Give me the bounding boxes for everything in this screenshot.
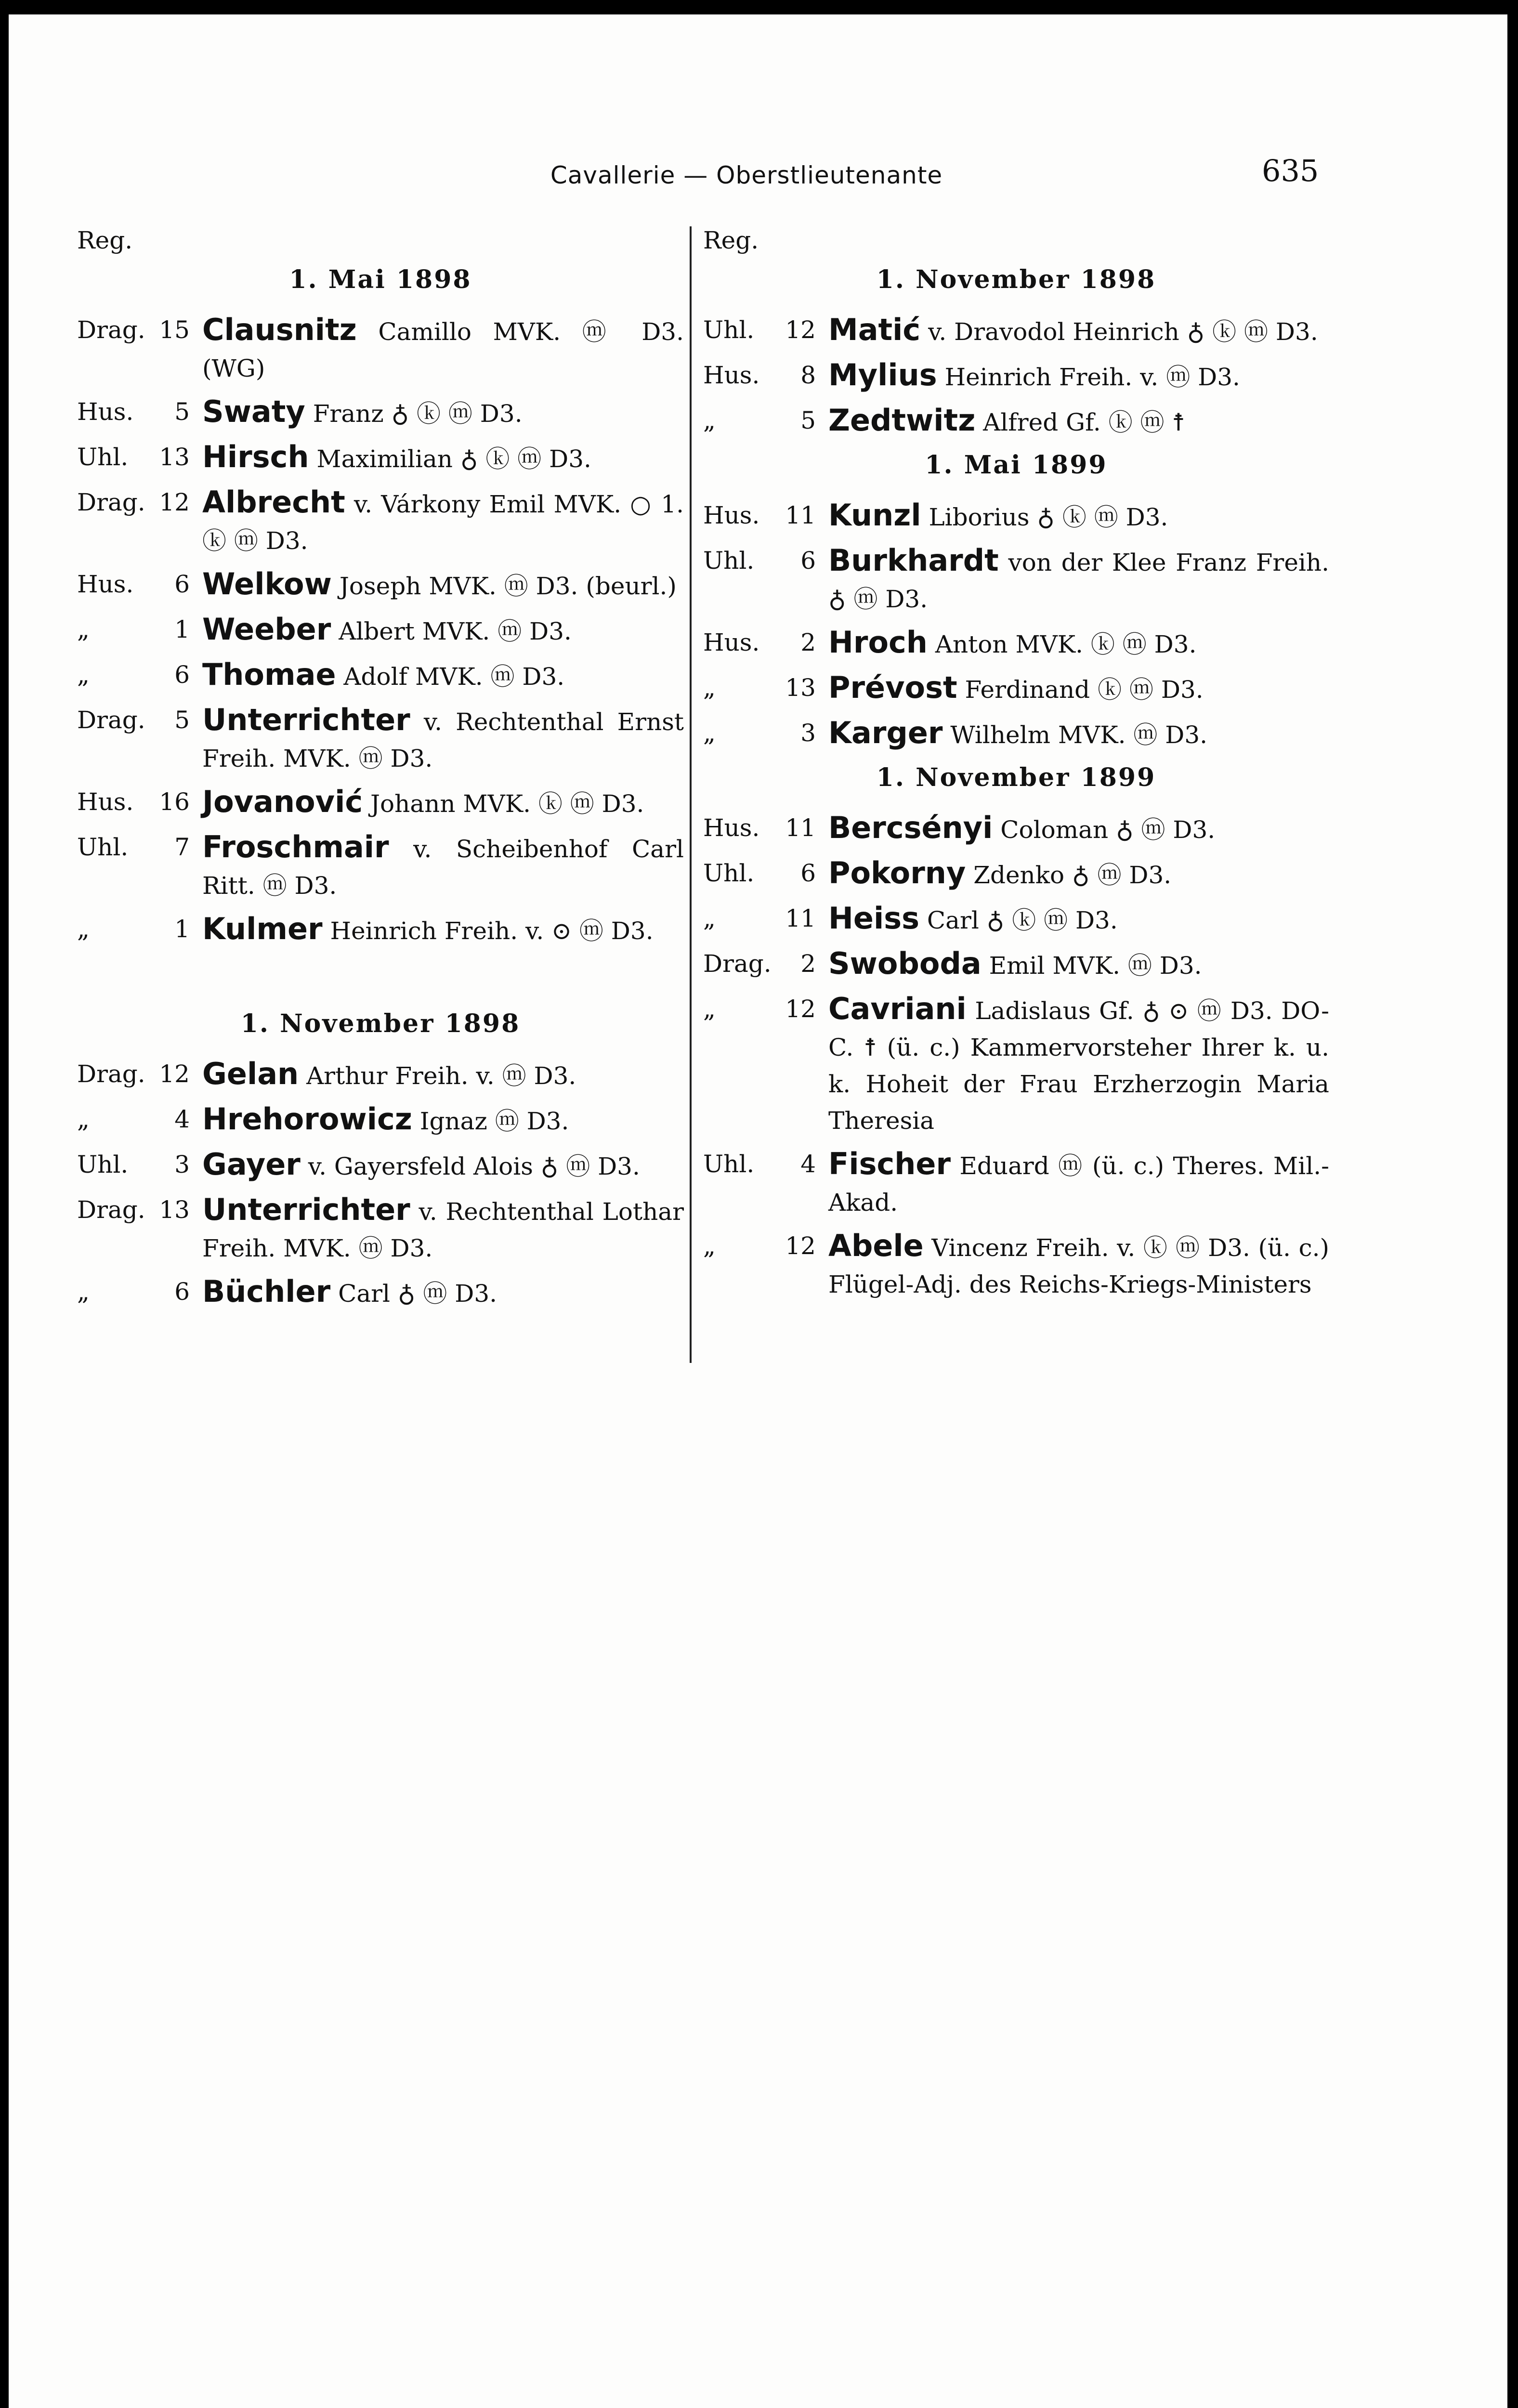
- officer-surname: Kulmer: [202, 911, 323, 946]
- list-entry: [703, 669, 1329, 708]
- officer-details: Franz ♁ ⓚ ⓜ D3.: [305, 400, 523, 428]
- column-divider: [690, 226, 692, 1363]
- officer-details: Emil MVK. ⓜ D3.: [981, 952, 1202, 980]
- officer-details: Adolf MVK. ⓜ D3.: [336, 663, 565, 691]
- officer-surname: Froschmair: [202, 829, 389, 864]
- section-title: 1. November 1898: [240, 1009, 521, 1038]
- list-entry: [703, 497, 1329, 536]
- officer-surname: Hroch: [828, 625, 928, 660]
- officer-surname: Unterrichter: [202, 702, 410, 737]
- reg-column-label: Reg.: [703, 226, 759, 254]
- officer-details: Coloman ♁ ⓜ D3.: [993, 816, 1216, 844]
- officer-entry: [202, 1101, 684, 1139]
- list-entry: [703, 900, 1329, 939]
- officer-entry: [828, 357, 1329, 395]
- regiment-type: „: [77, 1278, 90, 1306]
- officer-entry: [202, 829, 684, 904]
- regiment-type: Drag.: [77, 316, 145, 344]
- officer-entry: [828, 624, 1329, 663]
- regiment-type: Uhl.: [77, 1151, 129, 1178]
- list-entry: [703, 855, 1329, 893]
- officer-details: v. Gayersfeld Alois ♁ ⓜ D3.: [300, 1152, 640, 1180]
- regiment-type: Uhl.: [703, 859, 755, 887]
- regiment-number: 8: [800, 361, 816, 389]
- reg-column-label: Reg.: [77, 226, 133, 254]
- regiment-type: „: [703, 1232, 716, 1260]
- regiment-number: 5: [174, 398, 190, 426]
- regiment-number: 1: [174, 915, 190, 943]
- officer-details: v. Dravodol Heinrich ♁ ⓚ ⓜ D3.: [920, 318, 1318, 346]
- officer-entry: [828, 497, 1329, 536]
- regiment-type: „: [703, 719, 716, 747]
- officer-details: Joseph MVK. ⓜ D3. (beurl.): [331, 572, 677, 600]
- officer-entry: [202, 393, 684, 432]
- officer-details: Wilhelm MVK. ⓜ D3.: [942, 721, 1208, 749]
- regiment-number: 11: [785, 904, 816, 932]
- regiment-number: 5: [800, 406, 816, 434]
- regiment-type: Uhl.: [703, 1150, 755, 1178]
- regiment-type: Uhl.: [703, 316, 755, 344]
- list-entry: [703, 402, 1329, 441]
- regiment-number: 4: [800, 1150, 816, 1178]
- officer-surname: Fischer: [828, 1146, 951, 1181]
- officer-details: v. Scheibenhof Carl Ritt. ⓜ D3.: [202, 835, 684, 900]
- officer-surname: Hrehorowicz: [202, 1101, 412, 1137]
- officer-details: Ferdinand ⓚ ⓜ D3.: [957, 676, 1204, 704]
- regiment-type: Uhl.: [77, 833, 129, 861]
- officer-surname: Gayer: [202, 1147, 301, 1182]
- officer-surname: Swaty: [202, 394, 305, 429]
- list-entry: [703, 991, 1329, 1139]
- officer-details: Eduard ⓜ (ü. c.) Theres. Mil.-Akad.: [828, 1152, 1329, 1217]
- regiment-number: 13: [159, 443, 190, 471]
- list-entry: [77, 829, 684, 904]
- regiment-number: 6: [800, 547, 816, 575]
- list-entry: [77, 484, 684, 559]
- officer-details: Carl ♁ ⓜ D3.: [330, 1280, 497, 1308]
- regiment-number: 13: [785, 674, 816, 702]
- officer-entry: [828, 945, 1329, 984]
- officer-details: Heinrich Freih. v. ⊙ ⓜ D3.: [322, 917, 654, 945]
- officer-details: Maximilian ♁ ⓚ ⓜ D3.: [309, 445, 591, 473]
- officer-entry: [202, 566, 684, 604]
- officer-details: v. Rechtenthal Ernst Freih. MVK. ⓜ D3.: [202, 708, 684, 772]
- officer-surname: Karger: [828, 715, 943, 750]
- regiment-number: 7: [174, 833, 190, 861]
- regiment-number: 13: [159, 1196, 190, 1224]
- list-entry: [703, 542, 1329, 617]
- regiment-number: 6: [174, 1278, 190, 1306]
- list-entry: [77, 1191, 684, 1267]
- officer-surname: Unterrichter: [202, 1192, 410, 1227]
- list-entry: [703, 945, 1329, 984]
- regiment-type: „: [703, 904, 716, 932]
- officer-entry: [202, 784, 684, 822]
- list-entry: [77, 1146, 684, 1185]
- regiment-number: 12: [785, 1232, 816, 1260]
- running-head: Cavallerie — Oberstlieutenante: [550, 161, 943, 189]
- regiment-number: 4: [174, 1105, 190, 1133]
- regiment-type: Hus.: [77, 570, 134, 598]
- list-entry: [77, 312, 684, 387]
- section-title: 1. Mai 1899: [925, 450, 1108, 480]
- left-column: [77, 226, 684, 1319]
- officer-entry: [828, 669, 1329, 708]
- regiment-type: „: [77, 661, 90, 689]
- officer-surname: Mylius: [828, 357, 937, 393]
- list-entry: [703, 624, 1329, 663]
- section-title: 1. November 1898: [876, 265, 1156, 294]
- regiment-type: Drag.: [77, 1060, 145, 1088]
- officer-surname: Büchler: [202, 1274, 331, 1309]
- regiment-type: „: [703, 674, 716, 702]
- officer-entry: [828, 991, 1329, 1139]
- list-entry: [77, 393, 684, 432]
- officer-details: Carl ♁ ⓚ ⓜ D3.: [919, 906, 1118, 934]
- regiment-type: Hus.: [703, 628, 760, 656]
- officer-surname: Thomae: [202, 657, 336, 692]
- officer-entry: [828, 1146, 1329, 1221]
- officer-surname: Clausnitz: [202, 312, 357, 347]
- officer-details: Camillo MVK. ⓜ D3. (WG): [202, 318, 684, 382]
- officer-entry: [828, 542, 1329, 617]
- section-spacer: [77, 956, 684, 999]
- officer-surname: Cavriani: [828, 991, 967, 1026]
- regiment-number: 12: [159, 1060, 190, 1088]
- officer-surname: Welkow: [202, 566, 332, 602]
- officer-entry: [828, 312, 1329, 350]
- list-entry: [703, 715, 1329, 753]
- list-entry: [703, 810, 1329, 848]
- officer-details: Albert MVK. ⓜ D3.: [331, 617, 572, 645]
- officer-entry: [202, 484, 684, 559]
- officer-details: Arthur Freih. v. ⓜ D3.: [299, 1062, 576, 1090]
- officer-entry: [202, 439, 684, 477]
- officer-surname: Kunzl: [828, 497, 921, 533]
- regiment-number: 6: [174, 570, 190, 598]
- officer-entry: [202, 312, 684, 387]
- regiment-type: Drag.: [77, 488, 145, 516]
- officer-details: Alfred Gf. ⓚ ⓜ ☨: [975, 408, 1185, 436]
- officer-surname: Jovanović: [202, 784, 363, 819]
- regiment-number: 2: [800, 950, 816, 978]
- officer-surname: Zedtwitz: [828, 403, 976, 438]
- regiment-number: 3: [174, 1151, 190, 1178]
- page-number: 635: [1262, 153, 1319, 188]
- officer-entry: [202, 1146, 684, 1185]
- regiment-type: Drag.: [77, 1196, 145, 1224]
- regiment-type: Hus.: [77, 398, 134, 426]
- officer-entry: [202, 1273, 684, 1312]
- section-title: 1. November 1899: [876, 763, 1156, 792]
- officer-surname: Hirsch: [202, 439, 309, 474]
- officer-details: Anton MVK. ⓚ ⓜ D3.: [927, 630, 1197, 658]
- regiment-type: „: [703, 995, 716, 1023]
- list-entry: [703, 1228, 1329, 1303]
- list-entry: [77, 439, 684, 477]
- officer-details: Ladislaus Gf. ♁ ⊙ ⓜ D3. DO-C. ☨ (ü. c.) Kammervorsteher Ihrer k. u. k. Hoheit der Frau Erzherzogin Maria Theresia: [828, 997, 1329, 1135]
- regiment-type: Drag.: [77, 706, 145, 734]
- officer-entry: [202, 911, 684, 949]
- officer-entry: [828, 810, 1329, 848]
- officer-entry: [202, 656, 684, 695]
- regiment-type: Hus.: [703, 361, 760, 389]
- officer-surname: Gelan: [202, 1056, 299, 1091]
- list-entry: [703, 312, 1329, 350]
- list-entry: [77, 656, 684, 695]
- officer-details: v. Rechtenthal Lothar Freih. MVK. ⓜ D3.: [202, 1198, 684, 1262]
- regiment-number: 15: [159, 316, 190, 344]
- regiment-type: Hus.: [703, 814, 760, 842]
- officer-details: v. Várkony Emil MVK. ○ 1. ⓚ ⓜ D3.: [202, 490, 684, 555]
- list-entry: [77, 784, 684, 822]
- officer-entry: [202, 702, 684, 777]
- list-entry: [77, 911, 684, 949]
- section-title: 1. Mai 1898: [289, 265, 472, 294]
- list-entry: [77, 1273, 684, 1312]
- officer-surname: Burkhardt: [828, 543, 999, 578]
- regiment-type: Uhl.: [703, 547, 755, 575]
- regiment-number: 12: [159, 488, 190, 516]
- regiment-number: 6: [174, 661, 190, 689]
- regiment-number: 12: [785, 316, 816, 344]
- officer-surname: Pokorny: [828, 855, 966, 890]
- officer-details: Ignaz ⓜ D3.: [412, 1107, 569, 1135]
- officer-entry: [828, 1228, 1329, 1303]
- regiment-number: 3: [800, 719, 816, 747]
- regiment-number: 6: [800, 859, 816, 887]
- list-entry: [77, 1056, 684, 1094]
- regiment-number: 16: [159, 788, 190, 816]
- list-entry: [77, 566, 684, 604]
- regiment-number: 1: [174, 615, 190, 643]
- officer-entry: [202, 611, 684, 650]
- officer-details: von der Klee Franz Freih. ♁ ⓜ D3.: [828, 549, 1329, 613]
- officer-details: Vincenz Freih. v. ⓚ ⓜ D3. (ü. c.) Flügel-Adj. des Reichs-Kriegs-Ministers: [828, 1234, 1329, 1298]
- regiment-type: „: [77, 915, 90, 943]
- regiment-type: „: [77, 1105, 90, 1133]
- officer-entry: [202, 1191, 684, 1267]
- regiment-type: „: [703, 406, 716, 434]
- regiment-number: 11: [785, 501, 816, 529]
- officer-entry: [828, 715, 1329, 753]
- officer-surname: Weeber: [202, 612, 331, 647]
- list-entry: [703, 357, 1329, 395]
- officer-surname: Albrecht: [202, 484, 345, 520]
- officer-details: Johann MVK. ⓚ ⓜ D3.: [363, 790, 644, 818]
- regiment-number: 12: [785, 995, 816, 1023]
- regiment-number: 5: [174, 706, 190, 734]
- officer-details: Liborius ♁ ⓚ ⓜ D3.: [921, 503, 1168, 531]
- officer-surname: Abele: [828, 1228, 924, 1263]
- right-column: [703, 226, 1329, 1309]
- officer-details: Zdenko ♁ ⓜ D3.: [966, 861, 1172, 889]
- regiment-type: Uhl.: [77, 443, 129, 471]
- officer-entry: [828, 900, 1329, 939]
- regiment-type: „: [77, 615, 90, 643]
- officer-entry: [202, 1056, 684, 1094]
- regiment-type: Hus.: [77, 788, 134, 816]
- officer-surname: Heiss: [828, 901, 919, 936]
- officer-surname: Bercsényi: [828, 810, 993, 845]
- officer-surname: Swoboda: [828, 946, 981, 981]
- list-entry: [703, 1146, 1329, 1221]
- list-entry: [77, 611, 684, 650]
- officer-details: Heinrich Freih. v. ⓜ D3.: [937, 363, 1240, 391]
- officer-entry: [828, 402, 1329, 441]
- regiment-number: 2: [800, 628, 816, 656]
- list-entry: [77, 1101, 684, 1139]
- regiment-type: Drag.: [703, 950, 772, 978]
- officer-entry: [828, 855, 1329, 893]
- regiment-number: 11: [785, 814, 816, 842]
- list-entry: [77, 702, 684, 777]
- officer-surname: Prévost: [828, 670, 957, 705]
- regiment-type: Hus.: [703, 501, 760, 529]
- officer-surname: Matić: [828, 312, 921, 347]
